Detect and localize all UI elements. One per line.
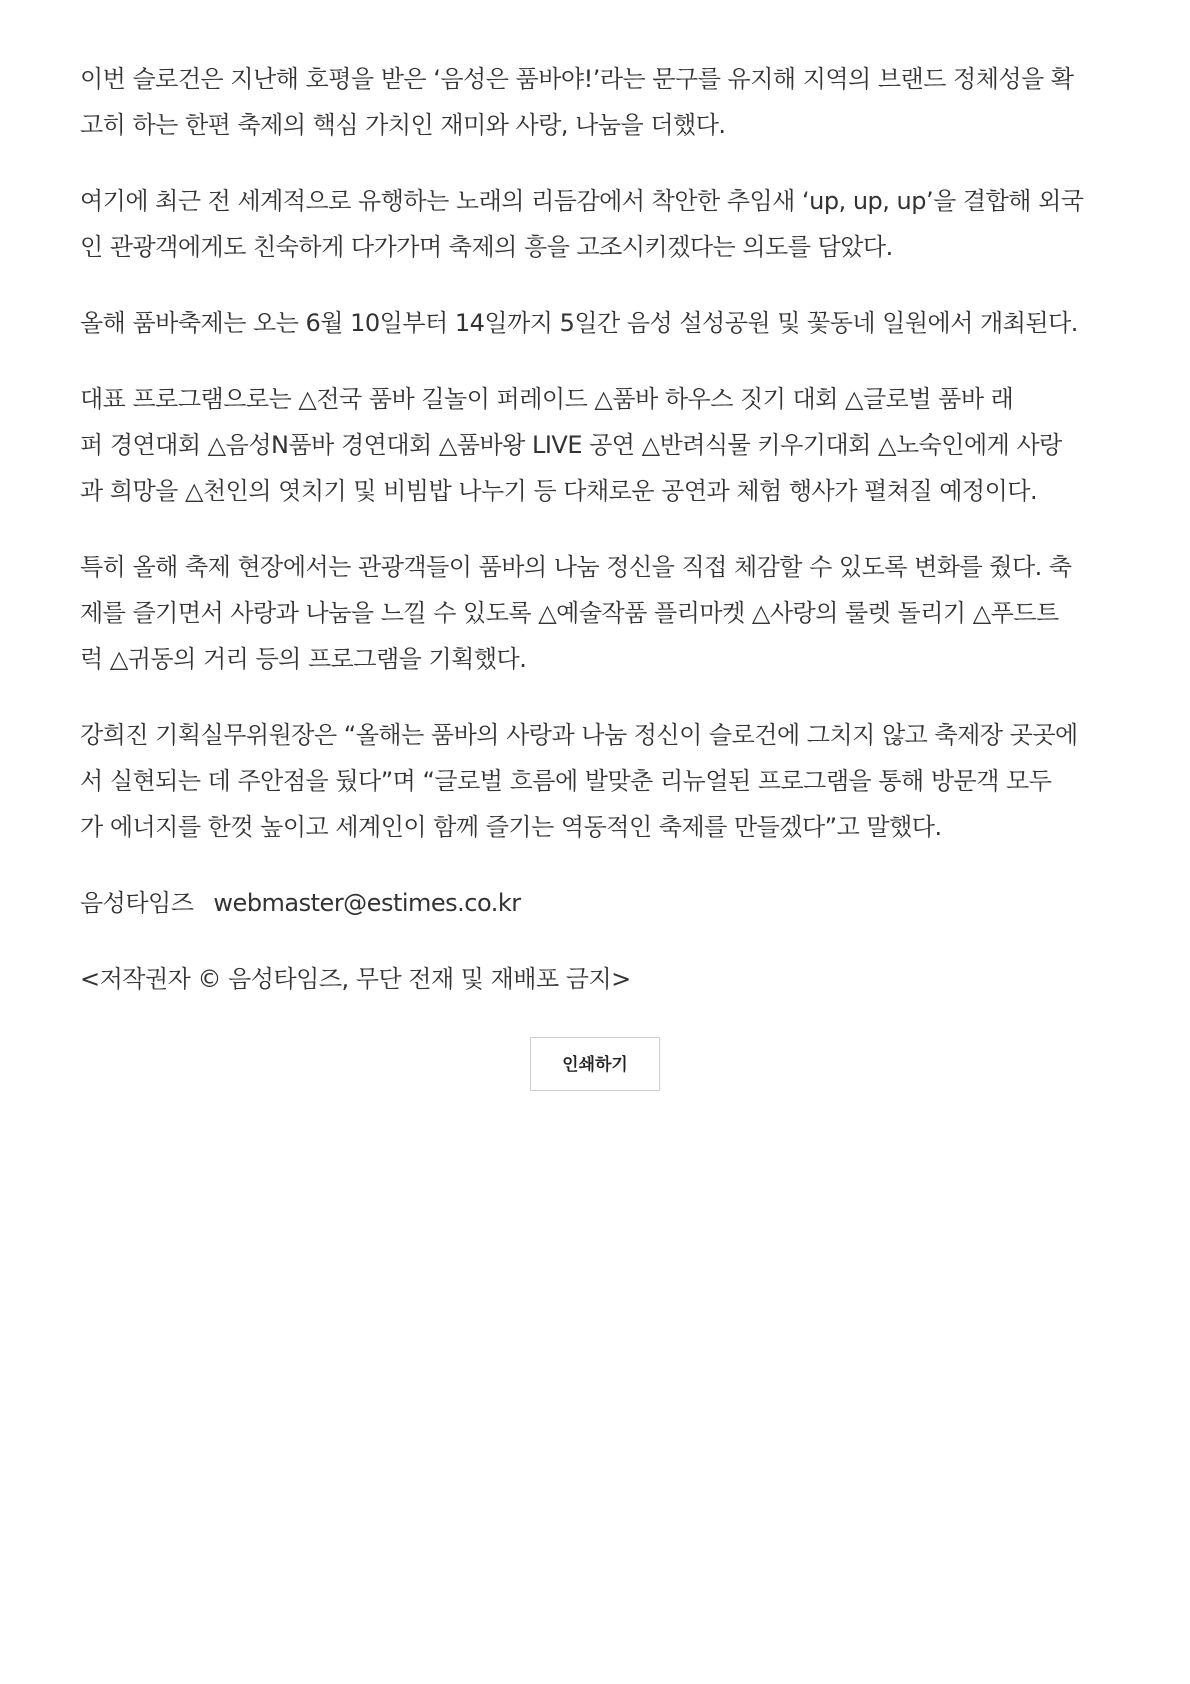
article-paragraph-3 [80,300,1116,346]
paragraph-line: 강희진 기획실무위원장은 “올해는 품바의 사랑과 나눔 정신이 슬로건에 그치지 않고 축제장 곳곳에 [80,721,1078,749]
paragraph-line: 서 실현되는 데 주안점을 뒀다”며 “글로벌 흐름에 발맞춘 리뉴얼된 프로그램을 통해 방문객 모두 [80,767,1052,795]
paragraph-line: 대표 프로그램으로는 △전국 품바 길놀이 퍼레이드 △품바 하우스 짓기 대회 △글로벌 품바 래 [80,385,1014,413]
byline-publisher: 음성타임즈 [80,889,194,917]
paragraph-line: 인 관광객에게도 친숙하게 다가가며 축제의 흥을 고조시키겠다는 의도를 담았다. [80,233,893,261]
paragraph-line: 과 희망을 △천인의 엿치기 및 비빔밥 나누기 등 다채로운 공연과 체험 행사가 펼쳐질 예정이다. [80,477,1038,505]
paragraph-line: 럭 △귀동의 거리 등의 프로그램을 기획했다. [80,645,527,673]
article-paragraph-6 [80,712,1116,850]
article-paragraph-2 [80,178,1116,270]
article-paragraph-5 [80,544,1116,682]
paragraph-line: 가 에너지를 한껏 높이고 세계인이 함께 즐기는 역동적인 축제를 만들겠다”고 말했다. [80,813,942,841]
print-button-container [0,1037,1190,1091]
paragraph-line: 올해 품바축제는 오는 6월 10일부터 14일까지 5일간 음성 설성공원 및 꽃동네 일원에서 개최된다. [80,309,1078,337]
article-paragraph-4 [80,376,1116,514]
paragraph-line: 고히 하는 한편 축제의 핵심 가치인 재미와 사랑, 나눔을 더했다. [80,111,726,139]
paragraph-line: 이번 슬로건은 지난해 호평을 받은 ‘음성은 품바야!’라는 문구를 유지해 지역의 브랜드 정체성을 확 [80,65,1074,93]
paragraph-line: 제를 즐기면서 사랑과 나눔을 느낄 수 있도록 △예술작품 플리마켓 △사랑의 룰렛 돌리기 △푸드트 [80,599,1059,627]
paragraph-line: 특히 올해 축제 현장에서는 관광객들이 품바의 나눔 정신을 직접 체감할 수 있도록 변화를 줬다. 축 [80,553,1072,581]
print-button[interactable]: 인쇄하기 [530,1037,660,1091]
paragraph-line: 여기에 최근 전 세계적으로 유행하는 노래의 리듬감에서 착안한 추임새 ‘up, up, up’을 결합해 외국 [80,187,1084,215]
article-body [80,56,1116,1002]
byline-email[interactable]: webmaster@estimes.co.kr [213,889,521,917]
byline [80,880,1116,926]
article-paragraph-1 [80,56,1116,148]
copyright-notice: <저작권자 © 음성타임즈, 무단 전재 및 재배포 금지> [80,965,631,993]
paragraph-line: 퍼 경연대회 △음성N품바 경연대회 △품바왕 LIVE 공연 △반려식물 키우기대회 △노숙인에게 사랑 [80,431,1062,459]
